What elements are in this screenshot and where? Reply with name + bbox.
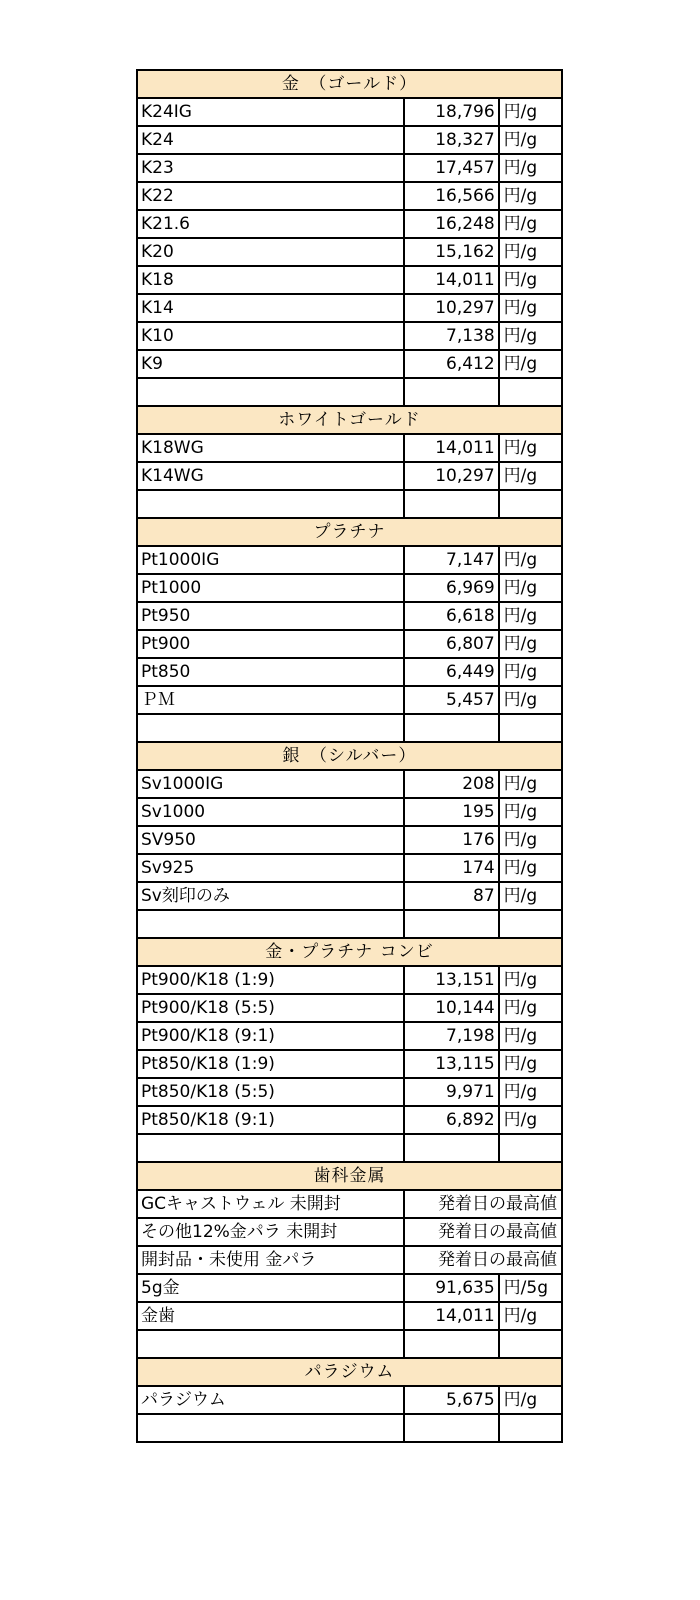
price-unit: 円/g xyxy=(499,546,562,574)
price-row xyxy=(137,658,562,686)
spacer-row xyxy=(137,378,562,406)
item-name: K24IG xyxy=(137,98,404,126)
empty-cell xyxy=(404,910,498,938)
spacer-row xyxy=(137,1414,562,1442)
empty-cell xyxy=(137,1414,404,1442)
section-title: 金 （ゴールド） xyxy=(137,70,562,98)
item-name: Pt1000 xyxy=(137,574,404,602)
item-name: ＰＭ xyxy=(137,686,404,714)
section-title: パラジウム xyxy=(137,1358,562,1386)
item-price: 7,147 xyxy=(404,546,498,574)
spacer-row xyxy=(137,1330,562,1358)
price-row xyxy=(137,854,562,882)
item-price: 14,011 xyxy=(404,434,498,462)
empty-cell xyxy=(404,378,498,406)
price-row xyxy=(137,1022,562,1050)
item-price: 16,248 xyxy=(404,210,498,238)
empty-cell xyxy=(499,378,562,406)
item-name: 金歯 xyxy=(137,1302,404,1330)
price-unit: 円/g xyxy=(499,770,562,798)
item-price: 6,449 xyxy=(404,658,498,686)
section-header-row xyxy=(137,518,562,546)
item-name: Pt900 xyxy=(137,630,404,658)
price-row xyxy=(137,350,562,378)
price-row xyxy=(137,1078,562,1106)
empty-cell xyxy=(499,490,562,518)
item-name: K22 xyxy=(137,182,404,210)
price-row xyxy=(137,1386,562,1414)
empty-cell xyxy=(499,714,562,742)
price-row xyxy=(137,1218,562,1246)
price-unit: 円/g xyxy=(499,826,562,854)
empty-cell xyxy=(404,1330,498,1358)
item-name: Sv1000 xyxy=(137,798,404,826)
item-price: 6,892 xyxy=(404,1106,498,1134)
section-title: ホワイトゴールド xyxy=(137,406,562,434)
item-price: 6,807 xyxy=(404,630,498,658)
item-price: 87 xyxy=(404,882,498,910)
price-row xyxy=(137,826,562,854)
price-row xyxy=(137,182,562,210)
price-row xyxy=(137,602,562,630)
item-price: 208 xyxy=(404,770,498,798)
item-price: 176 xyxy=(404,826,498,854)
price-unit: 円/g xyxy=(499,462,562,490)
item-price: 10,144 xyxy=(404,994,498,1022)
item-price: 5,457 xyxy=(404,686,498,714)
empty-cell xyxy=(404,714,498,742)
item-name: GCキャストウェル 未開封 xyxy=(137,1190,404,1218)
empty-cell xyxy=(499,1134,562,1162)
price-row xyxy=(137,154,562,182)
item-price: 18,327 xyxy=(404,126,498,154)
section-header-row xyxy=(137,70,562,98)
item-name: SV950 xyxy=(137,826,404,854)
price-row xyxy=(137,686,562,714)
price-unit: 円/g xyxy=(499,1106,562,1134)
price-unit: 円/g xyxy=(499,350,562,378)
item-price: 6,618 xyxy=(404,602,498,630)
section-title: 歯科金属 xyxy=(137,1162,562,1190)
item-price: 6,412 xyxy=(404,350,498,378)
price-unit: 円/g xyxy=(499,602,562,630)
price-unit: 円/g xyxy=(499,1078,562,1106)
item-name: Pt950 xyxy=(137,602,404,630)
item-name: Sv925 xyxy=(137,854,404,882)
item-name: 開封品・未使用 金パラ xyxy=(137,1246,404,1274)
price-row xyxy=(137,770,562,798)
item-price: 14,011 xyxy=(404,1302,498,1330)
price-unit: 円/g xyxy=(499,966,562,994)
section-header-row xyxy=(137,938,562,966)
price-unit: 円/g xyxy=(499,154,562,182)
item-name: K24 xyxy=(137,126,404,154)
empty-cell xyxy=(137,910,404,938)
price-unit: 円/g xyxy=(499,294,562,322)
price-row xyxy=(137,322,562,350)
price-unit: 円/g xyxy=(499,854,562,882)
price-unit: 円/g xyxy=(499,574,562,602)
item-name: Pt900/K18 (5:5) xyxy=(137,994,404,1022)
item-name: K18WG xyxy=(137,434,404,462)
section-header-row xyxy=(137,742,562,770)
empty-cell xyxy=(137,378,404,406)
item-name: K21.6 xyxy=(137,210,404,238)
price-unit: 円/g xyxy=(499,1022,562,1050)
section-header-row xyxy=(137,1358,562,1386)
price-row xyxy=(137,294,562,322)
price-unit: 円/g xyxy=(499,658,562,686)
item-name: Pt900/K18 (9:1) xyxy=(137,1022,404,1050)
item-price: 17,457 xyxy=(404,154,498,182)
price-row xyxy=(137,266,562,294)
item-name: K9 xyxy=(137,350,404,378)
price-note: 発着日の最高値 xyxy=(404,1246,562,1274)
price-unit: 円/g xyxy=(499,1386,562,1414)
section-title: 銀 （シルバー） xyxy=(137,742,562,770)
price-row xyxy=(137,98,562,126)
price-row xyxy=(137,574,562,602)
item-price: 10,297 xyxy=(404,294,498,322)
price-row xyxy=(137,1050,562,1078)
item-price: 13,151 xyxy=(404,966,498,994)
item-name: Sv1000IG xyxy=(137,770,404,798)
price-row xyxy=(137,994,562,1022)
price-unit: 円/g xyxy=(499,1050,562,1078)
section-title: 金・プラチナ コンビ xyxy=(137,938,562,966)
empty-cell xyxy=(499,1414,562,1442)
price-row xyxy=(137,798,562,826)
item-price: 7,138 xyxy=(404,322,498,350)
empty-cell xyxy=(137,714,404,742)
item-name: Pt850/K18 (1:9) xyxy=(137,1050,404,1078)
price-note: 発着日の最高値 xyxy=(404,1190,562,1218)
price-row xyxy=(137,1302,562,1330)
price-unit: 円/g xyxy=(499,882,562,910)
price-row xyxy=(137,966,562,994)
item-name: K18 xyxy=(137,266,404,294)
price-unit: 円/g xyxy=(499,210,562,238)
empty-cell xyxy=(499,1330,562,1358)
empty-cell xyxy=(137,1134,404,1162)
spacer-row xyxy=(137,1134,562,1162)
price-row xyxy=(137,630,562,658)
price-row xyxy=(137,1106,562,1134)
spacer-row xyxy=(137,910,562,938)
item-name: パラジウム xyxy=(137,1386,404,1414)
price-unit: 円/g xyxy=(499,322,562,350)
item-name: その他12%金パラ 未開封 xyxy=(137,1218,404,1246)
empty-cell xyxy=(137,490,404,518)
price-unit: 円/g xyxy=(499,126,562,154)
empty-cell xyxy=(404,1414,498,1442)
price-unit: 円/g xyxy=(499,630,562,658)
spacer-row xyxy=(137,714,562,742)
section-title: プラチナ xyxy=(137,518,562,546)
item-price: 9,971 xyxy=(404,1078,498,1106)
price-row xyxy=(137,238,562,266)
item-name: Pt850/K18 (5:5) xyxy=(137,1078,404,1106)
price-row xyxy=(137,1190,562,1218)
item-name: K14WG xyxy=(137,462,404,490)
item-price: 91,635 xyxy=(404,1274,498,1302)
item-price: 15,162 xyxy=(404,238,498,266)
item-name: 5g金 xyxy=(137,1274,404,1302)
item-name: K10 xyxy=(137,322,404,350)
item-price: 5,675 xyxy=(404,1386,498,1414)
empty-cell xyxy=(499,910,562,938)
item-price: 7,198 xyxy=(404,1022,498,1050)
item-price: 14,011 xyxy=(404,266,498,294)
price-unit: 円/g xyxy=(499,98,562,126)
price-row xyxy=(137,434,562,462)
price-unit: 円/g xyxy=(499,686,562,714)
price-unit: 円/g xyxy=(499,798,562,826)
price-row xyxy=(137,210,562,238)
table-body xyxy=(137,70,562,1442)
item-price: 18,796 xyxy=(404,98,498,126)
price-unit: 円/g xyxy=(499,434,562,462)
item-price: 16,566 xyxy=(404,182,498,210)
section-header-row xyxy=(137,1162,562,1190)
price-row xyxy=(137,126,562,154)
section-header-row xyxy=(137,406,562,434)
spacer-row xyxy=(137,490,562,518)
price-unit: 円/g xyxy=(499,994,562,1022)
empty-cell xyxy=(404,490,498,518)
price-row xyxy=(137,462,562,490)
empty-cell xyxy=(404,1134,498,1162)
price-row xyxy=(137,1274,562,1302)
item-name: Pt1000IG xyxy=(137,546,404,574)
price-unit: 円/5g xyxy=(499,1274,562,1302)
price-row xyxy=(137,882,562,910)
price-unit: 円/g xyxy=(499,1302,562,1330)
price-table xyxy=(136,69,563,1443)
item-price: 10,297 xyxy=(404,462,498,490)
item-name: Pt900/K18 (1:9) xyxy=(137,966,404,994)
price-row xyxy=(137,1246,562,1274)
item-price: 195 xyxy=(404,798,498,826)
item-name: K20 xyxy=(137,238,404,266)
item-name: Sv刻印のみ xyxy=(137,882,404,910)
item-name: K23 xyxy=(137,154,404,182)
item-price: 174 xyxy=(404,854,498,882)
price-unit: 円/g xyxy=(499,238,562,266)
empty-cell xyxy=(137,1330,404,1358)
price-row xyxy=(137,546,562,574)
price-unit: 円/g xyxy=(499,182,562,210)
item-price: 6,969 xyxy=(404,574,498,602)
item-name: K14 xyxy=(137,294,404,322)
item-name: Pt850/K18 (9:1) xyxy=(137,1106,404,1134)
item-price: 13,115 xyxy=(404,1050,498,1078)
price-unit: 円/g xyxy=(499,266,562,294)
price-note: 発着日の最高値 xyxy=(404,1218,562,1246)
item-name: Pt850 xyxy=(137,658,404,686)
